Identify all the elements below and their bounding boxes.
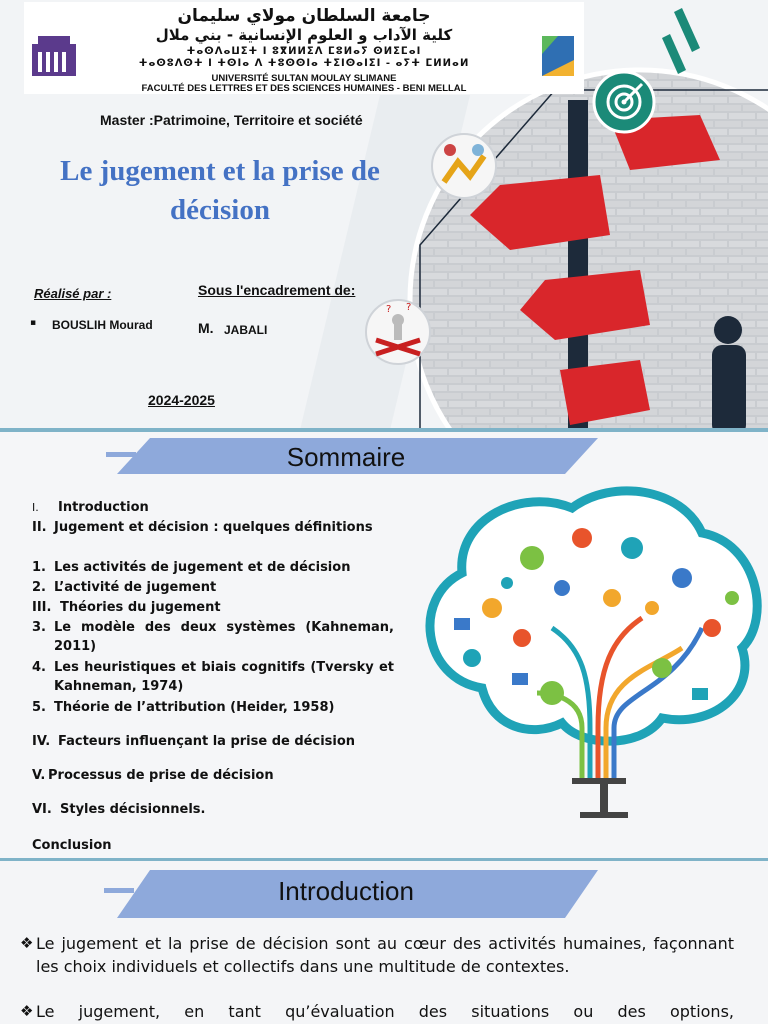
faculty-logo-icon (538, 32, 578, 82)
master-program: Master :Patrimoine, Territoire et société (100, 112, 363, 128)
introduction-title: Introduction (278, 876, 414, 906)
toc-item[interactable]: 3. Le modèle des deux systèmes (Kahneman, 2011) (32, 620, 394, 654)
toc-item[interactable]: I. Introduction (32, 500, 149, 515)
toc-item[interactable]: 1. Les activités de jugement et de décision (32, 560, 351, 575)
toc-item[interactable]: IV. Facteurs influençant la prise de décision (32, 734, 356, 749)
target-icon (592, 70, 656, 134)
toc-item[interactable]: III. Théories du jugement (32, 600, 221, 615)
french-university-name: UNIVERSITÉ SULTAN MOULAY SLIMANE (211, 73, 397, 84)
thinking-figure-icon (430, 132, 498, 200)
author-label: Réalisé par : (34, 286, 112, 301)
french-faculty-name: FACULTÉ DES LETTRES ET DES SCIENCES HUMAINES - BENI MELLAL (141, 83, 467, 94)
confused-figure-icon (364, 298, 432, 366)
decorative-stripes-icon (660, 8, 710, 78)
author-name: BOUSLIH Mourad (52, 318, 153, 332)
arabic-faculty-name: كلية الآداب و العلوم الإنسانية - بني ملال (155, 26, 453, 44)
summary-title: Sommaire (286, 442, 406, 472)
summary-slide (0, 432, 768, 860)
university-logo-icon (30, 32, 78, 78)
diamond-bullet-icon: ❖ (20, 1002, 34, 1020)
supervisor-title: M. (198, 320, 214, 336)
supervisor-label: Sous l'encadrement de: (198, 282, 356, 298)
diamond-bullet-icon: ❖ (20, 934, 34, 952)
paragraph: ❖ Le jugement et la prise de décision sont au cœur des activités humaines, façonnant les choix individuels et collectifs dans une multitude de contextes. (20, 934, 734, 976)
academic-year: 2024-2025 (148, 392, 215, 408)
arabic-university-name: جامعة السلطان مولاي سليمان (177, 6, 431, 26)
cover-slide (0, 0, 768, 430)
toc-item[interactable]: Conclusion (32, 838, 112, 853)
introduction-slide (0, 862, 768, 1024)
university-banner (24, 2, 584, 94)
bullet-icon: ▪ (30, 318, 37, 328)
toc-item[interactable]: II. Jugement et décision : quelques définitions (32, 520, 373, 535)
toc-item[interactable]: 5. Théorie de l’attribution (Heider, 1958) (32, 700, 335, 715)
presentation-title: Le jugement et la prise de décision (60, 155, 380, 227)
toc-item[interactable]: 2. L’activité de jugement (32, 580, 217, 595)
toc-item[interactable]: V. Processus de prise de décision (32, 768, 274, 783)
toc-item[interactable]: VI. Styles décisionnels. (32, 802, 206, 817)
tifinagh-university-name: ⵜⴰⵙⴷⴰⵡⵉⵜ ⵏ ⵓⴳⵍⵍⵉⴷ ⵎⵓⵍⴰⵢ ⵙⵍⵉⵎⴰⵏ (186, 46, 422, 57)
slide-divider (0, 858, 768, 861)
tifinagh-faculty-name: ⵜⴰⵙⵓⴷⵙⵜ ⵏ ⵜⵙⵏⴰ ⴷ ⵜⵓⵙⵙⵏⴰ ⵜⵉⵏⵙⴰⵏⵉⵏ - ⴰⵢⵜ ⵎⵍⵍⴰⵍ (138, 58, 470, 69)
toc-item[interactable]: 4. Les heuristiques et biais cognitifs (Tversky et Kahneman, 1974) (32, 660, 394, 694)
supervisor-name: JABALI (224, 323, 268, 337)
brain-illustration (412, 478, 768, 822)
paragraph: ❖ Le jugement, en tant qu’évaluation des situations ou des options, (20, 1002, 734, 1021)
svg-text:?: ? (386, 304, 392, 315)
svg-text:?: ? (406, 302, 412, 313)
